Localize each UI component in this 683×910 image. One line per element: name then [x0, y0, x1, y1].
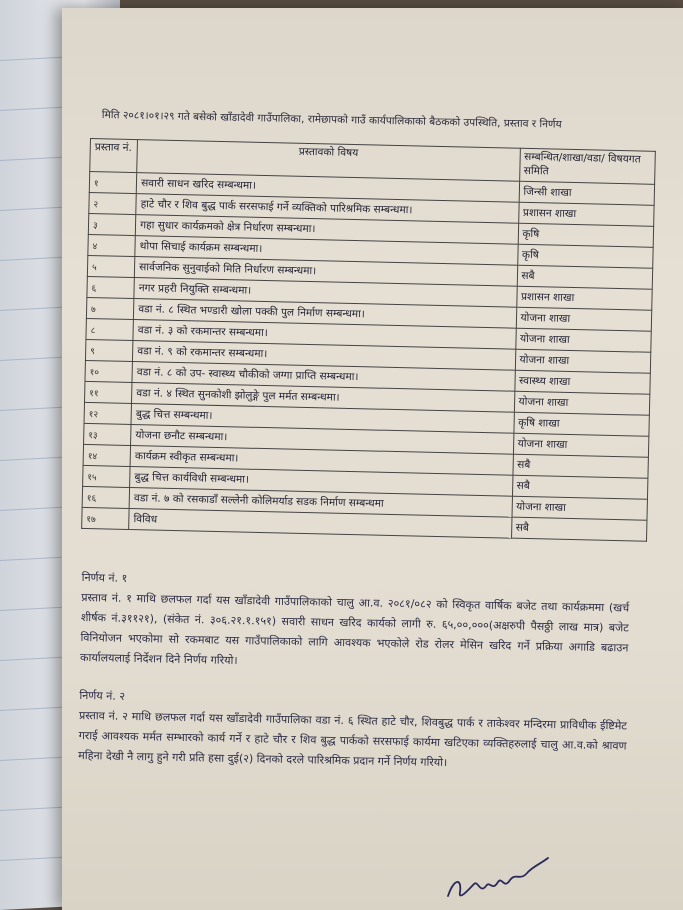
meeting-header: मिति २०८१।०१।२९ गते बसेको खाँडादेवी गाउँपालिका, रामेछापको गाउँ कार्यपालिकाको बैठकको उपस्थिति, प्रस्ताव र निर्णय — [101, 108, 562, 131]
proposal-subject: गहा सुधार कार्यक्रमको क्षेत्र निर्धारण सम्बन्धमा। — [135, 215, 518, 245]
proposal-number: १६ — [82, 486, 130, 508]
proposal-subject: थोपा सिचाई कार्यक्रम सम्बन्धमा। — [135, 236, 518, 266]
proposal-number: २ — [89, 192, 137, 214]
proposal-subject: बुद्ध चित्त कार्यविधी सम्बन्धमा। — [130, 466, 513, 496]
proposal-number: ११ — [84, 381, 132, 403]
proposal-subject: नगर प्रहरी नियुक्ति सम्बन्धमा। — [134, 278, 517, 308]
proposal-subject: वडा नं. ४ स्थित सुनकोशी झोलुङ्गे पुल मर्मत सम्बन्धमा। — [132, 383, 515, 413]
proposal-number: १० — [85, 360, 133, 382]
decision-1-title: निर्णय नं. १ — [81, 570, 128, 585]
proposal-number: १२ — [84, 402, 132, 424]
proposal-department: सबै — [512, 454, 648, 478]
proposal-number: १४ — [83, 444, 131, 466]
proposal-number: १ — [89, 172, 137, 194]
proposal-subject: हाटे चौर र शिव बुद्ध पार्क सरसफाई गर्ने व्यक्तिको पारिश्रमिक सम्बन्धमा। — [136, 194, 519, 224]
proposal-subject: वडा नं. ३ को रकमान्तर सम्बन्धमा। — [133, 320, 516, 350]
proposal-subject: वडा नं. ९ को रकमान्तर सम्बन्धमा। — [133, 341, 516, 371]
proposal-subject: वडा नं. ८ स्थित भण्डारी खोला पक्की पुल निर्माण सम्बन्धमा। — [134, 299, 517, 329]
proposal-number: ६ — [87, 276, 135, 298]
proposal-subject: वडा नं. ८ को उप- स्वास्थ्य चौकीको जग्गा प्राप्ति सम्बन्धमा। — [132, 362, 515, 392]
proposal-number: १७ — [82, 507, 130, 529]
proposal-subject: सवारी साधन खरिद सम्बन्धमा। — [136, 173, 519, 203]
proposal-department: योजना शाखा — [514, 391, 650, 415]
proposal-subject: सार्वजनिक सुनुवाईको मिति निर्धारण सम्बन्धमा। — [135, 257, 518, 287]
proposal-number: ८ — [86, 318, 134, 340]
proposal-department: योजना शाखा — [513, 433, 649, 457]
proposal-department: सबै — [512, 475, 648, 499]
proposal-department: कृषि शाखा — [513, 412, 649, 436]
proposal-department: योजना शाखा — [512, 496, 648, 520]
proposal-department: कृषि — [517, 244, 653, 268]
decisions-section — [78, 560, 630, 776]
column-header-subject: प्रस्तावको विषय — [137, 140, 520, 182]
proposal-department: योजना शाखा — [516, 307, 652, 331]
proposal-subject: विविध — [129, 508, 512, 538]
proposal-department: योजना शाखा — [515, 328, 651, 352]
column-header-number: प्रस्ताव नं. — [90, 139, 138, 173]
proposal-subject: बुद्ध चित्त सम्बन्धमा। — [131, 404, 514, 434]
proposal-department: जिन्सी शाखा — [519, 181, 655, 205]
proposal-subject: वडा नं. ७ को रसकाडाँ सल्लेनी कोलिमर्याड सडक निर्माण सम्बन्धमा — [129, 487, 512, 517]
signature — [440, 848, 560, 908]
proposal-number: ४ — [88, 234, 136, 256]
proposal-number: ९ — [85, 339, 133, 361]
proposal-department: सबै — [517, 265, 653, 289]
proposal-department: प्रशासन शाखा — [516, 286, 652, 310]
decision-1-body: प्रस्ताव नं. १ माथि छलफल गर्दा यस खाँडादेवी गाउँपालिकाको चालु आ.व. २०८१/०८२ को स्विकृत वार्षिक बजेट तथा कार्यक्रममा (खर्च शीर्षक नं.३११२१), (संकेत नं. ३०६.२१.१.१५१) सवारी साधन खरिद कार्यको लागी रु. ६५,००,०००(अक्षरुपी पैसठ्ठी लाख मात्र) बजेट विनियोजन भएकोमा सो रकमबाट यस गाउँपालिकाको लागि आवश्यक भएकोले रोड रोलर मेसिन खरिद गर्ने प्रक्रिया अगाडि बढाउन कार्यालयलाई निर्देशन दिने निर्णय गरियो। — [80, 590, 630, 668]
proposal-department: सबै — [511, 517, 647, 541]
proposal-department: योजना शाखा — [515, 349, 651, 373]
proposal-subject: कार्यक्रम स्वीकृत सम्बन्धमा। — [130, 446, 513, 476]
decision-2-title: निर्णय नं. २ — [79, 688, 126, 703]
column-header-department: सम्बन्धित/शाखा/वडा/ विषयगत समिति — [519, 148, 655, 184]
proposal-table — [81, 138, 656, 542]
proposal-department: प्रशासन शाखा — [518, 202, 654, 226]
proposal-department: स्वास्थ्य शाखा — [514, 370, 650, 394]
proposal-number: १३ — [84, 423, 132, 445]
proposal-number: ५ — [87, 255, 135, 277]
proposal-department: कृषि — [518, 223, 654, 247]
proposal-number: १५ — [83, 465, 131, 487]
decision-2-body: प्रस्ताव नं. २ माथि छलफल गर्दा यस खाँडादेवी गाउँपालिका वडा नं. ६ स्थित हाटे चौर, शिवबुद्ध पार्क र ताकेश्वर मन्दिरमा प्राविधीक ईष्टिमेट गराई आवश्यक मर्मत सम्भारको कार्य गर्ने र हाटे चौर र शिव बुद्ध पार्कको सरसफाई कार्यमा खटिएका व्यक्तिहरुलाई चालु आ.व.को श्रावण महिना देखी नै लागु हुने गरी प्रति हसा दुई(२) दिनको दरले पारिश्रमिक प्रदान गर्ने निर्णय गरियो। — [78, 708, 628, 770]
proposal-number: ३ — [88, 213, 136, 235]
proposal-number: ७ — [86, 297, 134, 319]
proposal-subject: योजना छनौट सम्बन्धमा। — [131, 425, 514, 455]
